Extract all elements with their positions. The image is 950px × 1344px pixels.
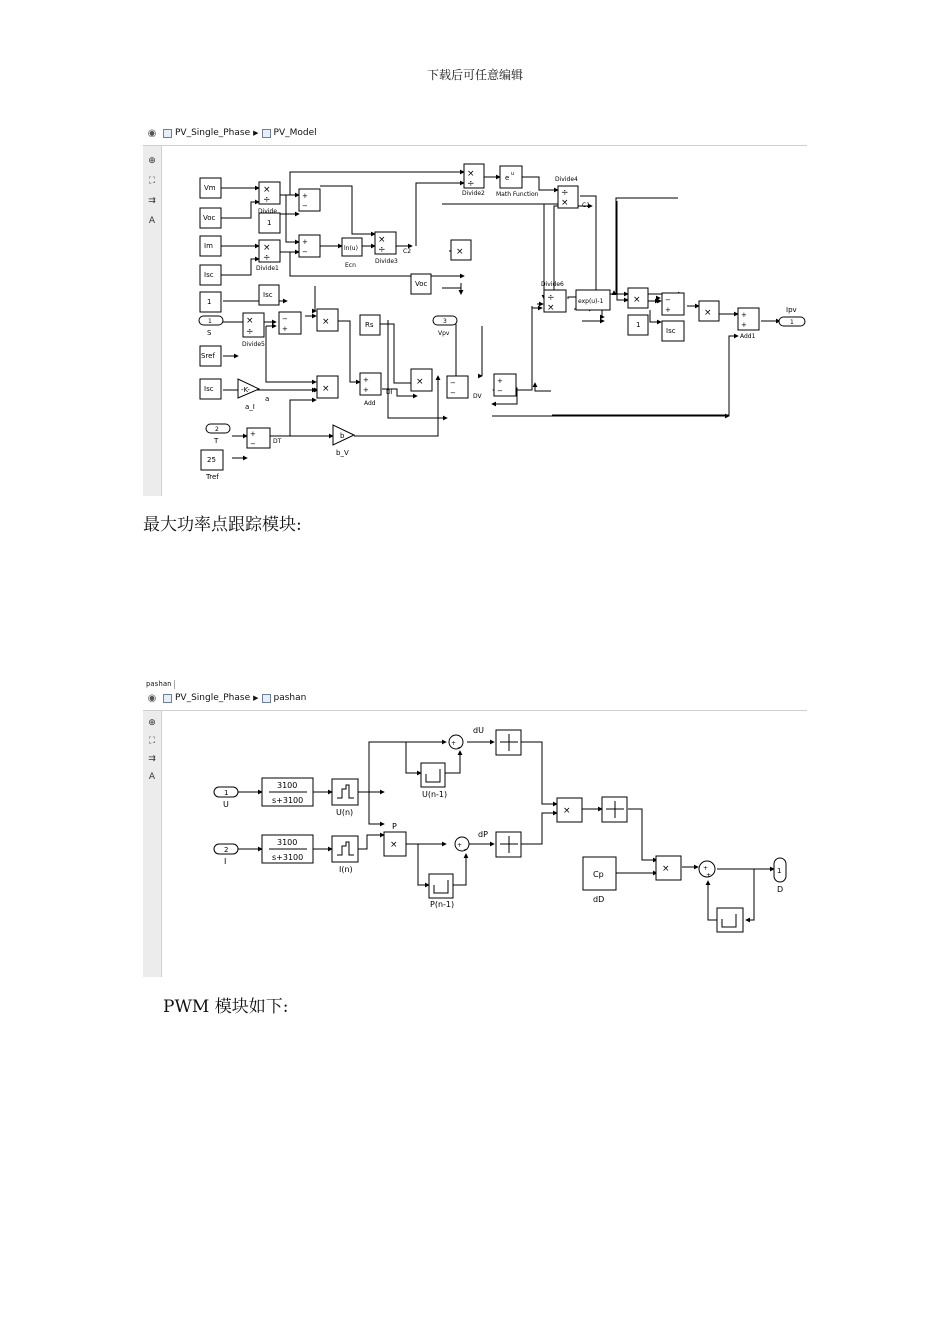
in1-label: U	[223, 800, 229, 809]
ln-label: ln(u)	[344, 245, 358, 252]
in-t-num: 2	[215, 426, 219, 433]
svg-text:−: −	[665, 296, 671, 304]
hide-browser-icon[interactable]: ◉	[147, 693, 157, 704]
in1-num: 1	[224, 789, 229, 797]
in-t-label: T	[214, 437, 219, 445]
svg-text:×: ×	[456, 247, 464, 257]
fit-view-icon[interactable]: ⛶	[148, 176, 156, 186]
svg-text:−: −	[457, 744, 463, 751]
diagram-canvas	[162, 146, 807, 496]
tf-num-i: 3100	[277, 838, 298, 847]
ecn-label: Ecn	[345, 262, 356, 269]
delay-p-block	[429, 874, 453, 898]
sref-label: Sref	[201, 352, 215, 360]
simulink-pashan-window	[143, 680, 807, 977]
toolbar	[143, 125, 807, 146]
svg-text:×: ×	[263, 243, 271, 253]
svg-text:×: ×	[704, 308, 712, 318]
in2-num: 2	[224, 846, 229, 854]
breadcrumb-item-current[interactable]: PV_Model	[273, 128, 317, 138]
tf-den-i: s+3100	[272, 853, 304, 862]
divide2-label: Divide2	[462, 190, 485, 197]
svg-text:×: ×	[263, 185, 271, 195]
dd-label: dD	[593, 895, 605, 904]
svg-text:+: +	[250, 430, 256, 438]
delay-u-block	[421, 763, 445, 787]
svg-text:+: +	[302, 238, 308, 246]
zoom-icon[interactable]: ⊕	[148, 156, 156, 166]
in2-label: I	[224, 857, 227, 866]
left-palette	[143, 146, 162, 496]
divide5-label: Divide5	[242, 341, 265, 348]
model-icon	[163, 129, 172, 138]
dp-label: dP	[478, 830, 488, 839]
mppt-diagram	[162, 711, 807, 977]
left-palette	[143, 711, 162, 977]
ipv-label: Ipv	[786, 306, 797, 314]
svg-text:×: ×	[378, 235, 386, 245]
voc2-label: Voc	[415, 280, 428, 288]
breadcrumb-item-root[interactable]: PV_Single_Phase	[175, 128, 251, 138]
c1-label: C1	[582, 202, 591, 209]
divide1-label: Divide1	[256, 265, 279, 272]
dt-label: DT	[273, 438, 282, 445]
one-b-label: 1	[207, 298, 212, 306]
svg-text:+: +	[451, 740, 457, 747]
in-s-label: S	[207, 329, 212, 337]
arrow-icon[interactable]: ⇉	[148, 196, 156, 206]
divide6-label: Divide6	[541, 281, 564, 288]
svg-text:×: ×	[662, 864, 670, 874]
un-label: U(n)	[336, 808, 354, 817]
annotation-icon[interactable]: A	[148, 216, 156, 226]
eu-sup-label: u	[511, 171, 515, 177]
svg-text:÷: ÷	[561, 188, 569, 198]
add-label: Add	[364, 400, 376, 407]
annotation-icon[interactable]: A	[148, 772, 156, 782]
svg-text:×: ×	[561, 198, 569, 208]
svg-text:+: +	[302, 192, 308, 200]
fit-view-icon[interactable]: ⛶	[148, 736, 156, 746]
svg-text:−: −	[450, 379, 456, 387]
svg-text:÷: ÷	[467, 179, 475, 189]
zoh-block-u	[332, 779, 358, 805]
svg-text:−: −	[302, 248, 308, 256]
zoom-icon[interactable]: ⊕	[148, 718, 156, 728]
gain-k-label: -K-	[241, 386, 250, 394]
a-label: a	[265, 395, 270, 403]
svg-text:×: ×	[390, 840, 398, 850]
svg-text:+: +	[706, 872, 712, 879]
svg-text:×: ×	[563, 806, 571, 816]
rs-label: Rs	[365, 321, 374, 329]
svg-text:−: −	[282, 315, 288, 323]
svg-text:÷: ÷	[246, 327, 254, 337]
svg-text:−: −	[463, 846, 469, 853]
isc4-label: Isc	[666, 327, 676, 335]
out-num: 1	[790, 319, 794, 326]
c2-label: C2	[403, 248, 412, 255]
tf-num-u: 3100	[277, 781, 298, 790]
zoh-block-i	[332, 836, 358, 862]
isc3-label: Isc	[204, 385, 214, 393]
out-num: 1	[777, 867, 782, 875]
breadcrumb	[163, 693, 306, 703]
vpv-label: Vpv	[438, 330, 450, 337]
voc-label: Voc	[203, 214, 216, 222]
caption-mppt: 最大功率点跟踪模块:	[143, 515, 302, 535]
pv-model-diagram	[162, 146, 807, 496]
divide4-label: Divide4	[555, 176, 578, 183]
svg-text:×: ×	[322, 384, 330, 394]
exp-label: exp(u)-1	[578, 298, 604, 305]
du-label: dU	[473, 726, 484, 735]
svg-text:×: ×	[246, 316, 254, 326]
subsystem-icon	[262, 694, 271, 703]
b-label: b	[340, 432, 345, 440]
svg-text:+: +	[741, 311, 747, 319]
svg-text:×: ×	[633, 295, 641, 305]
svg-text:+: +	[741, 321, 747, 329]
eu-label: e	[505, 174, 510, 182]
one-c-label: 1	[636, 321, 641, 329]
p-label: P	[392, 822, 397, 831]
svg-text:×: ×	[467, 169, 475, 179]
breadcrumb	[163, 128, 317, 138]
page-header: 下载后可任意编辑	[426, 68, 523, 82]
caption-pwm: PWM 模块如下:	[163, 997, 289, 1017]
svg-text:−: −	[250, 440, 256, 448]
add1-label: Add1	[740, 333, 756, 340]
b-v-label: b_V	[336, 449, 349, 457]
a-i-label: a_I	[245, 403, 255, 411]
svg-text:+: +	[665, 306, 671, 314]
simulink-pv-model-window	[143, 125, 807, 496]
divide-label: Divide	[258, 208, 278, 215]
svg-text:−: −	[450, 389, 456, 397]
divide3-label: Divide3	[375, 258, 398, 265]
di-label: DI	[386, 389, 393, 396]
svg-text:÷: ÷	[263, 253, 271, 263]
hide-browser-icon[interactable]: ◉	[147, 128, 157, 139]
cp-label: Cp	[593, 870, 604, 879]
model-tab[interactable]: pashan	[143, 680, 175, 689]
svg-text:−: −	[302, 202, 308, 210]
isc-label: Isc	[204, 271, 214, 279]
one-a-label: 1	[267, 219, 272, 227]
breadcrumb-arrow-icon: ▶	[253, 129, 259, 137]
breadcrumb-item-current[interactable]: pashan	[273, 693, 307, 703]
in-label: I(n)	[339, 865, 353, 874]
tref-val-label: 25	[207, 456, 216, 464]
svg-text:×: ×	[322, 317, 330, 327]
toolbar	[143, 690, 807, 711]
im-label: Im	[204, 242, 213, 250]
tref-label: Tref	[206, 473, 219, 481]
svg-text:−: −	[497, 387, 503, 395]
svg-text:+: +	[282, 325, 288, 333]
un1-label: U(n-1)	[422, 790, 448, 799]
pn1-label: P(n-1)	[430, 900, 455, 909]
math-function-label: Math Function	[496, 191, 539, 198]
svg-text:+: +	[703, 865, 709, 872]
in-s-num: 1	[208, 318, 212, 325]
delay-d-block	[717, 908, 743, 932]
svg-text:+: +	[497, 377, 503, 385]
svg-text:×: ×	[416, 377, 424, 387]
svg-text:÷: ÷	[547, 293, 555, 303]
vm-label: Vm	[204, 184, 216, 192]
isc2-label: Isc	[263, 291, 273, 299]
svg-text:+: +	[457, 842, 463, 849]
breadcrumb-item-root[interactable]: PV_Single_Phase	[175, 693, 251, 703]
svg-text:×: ×	[547, 303, 555, 313]
diagram-canvas	[162, 711, 807, 977]
math-function-block	[500, 166, 522, 188]
tf-den-u: s+3100	[272, 796, 304, 805]
model-icon	[163, 694, 172, 703]
dv-label: DV	[473, 393, 482, 400]
breadcrumb-arrow-icon: ▶	[253, 694, 259, 702]
in-vpv-num: 3	[443, 318, 447, 325]
out-label: D	[777, 885, 784, 894]
svg-text:÷: ÷	[378, 245, 386, 255]
svg-text:+: +	[363, 376, 369, 384]
arrow-icon[interactable]: ⇉	[148, 754, 156, 764]
svg-text:÷: ÷	[263, 195, 271, 205]
subsystem-icon	[262, 129, 271, 138]
svg-text:+: +	[363, 386, 369, 394]
